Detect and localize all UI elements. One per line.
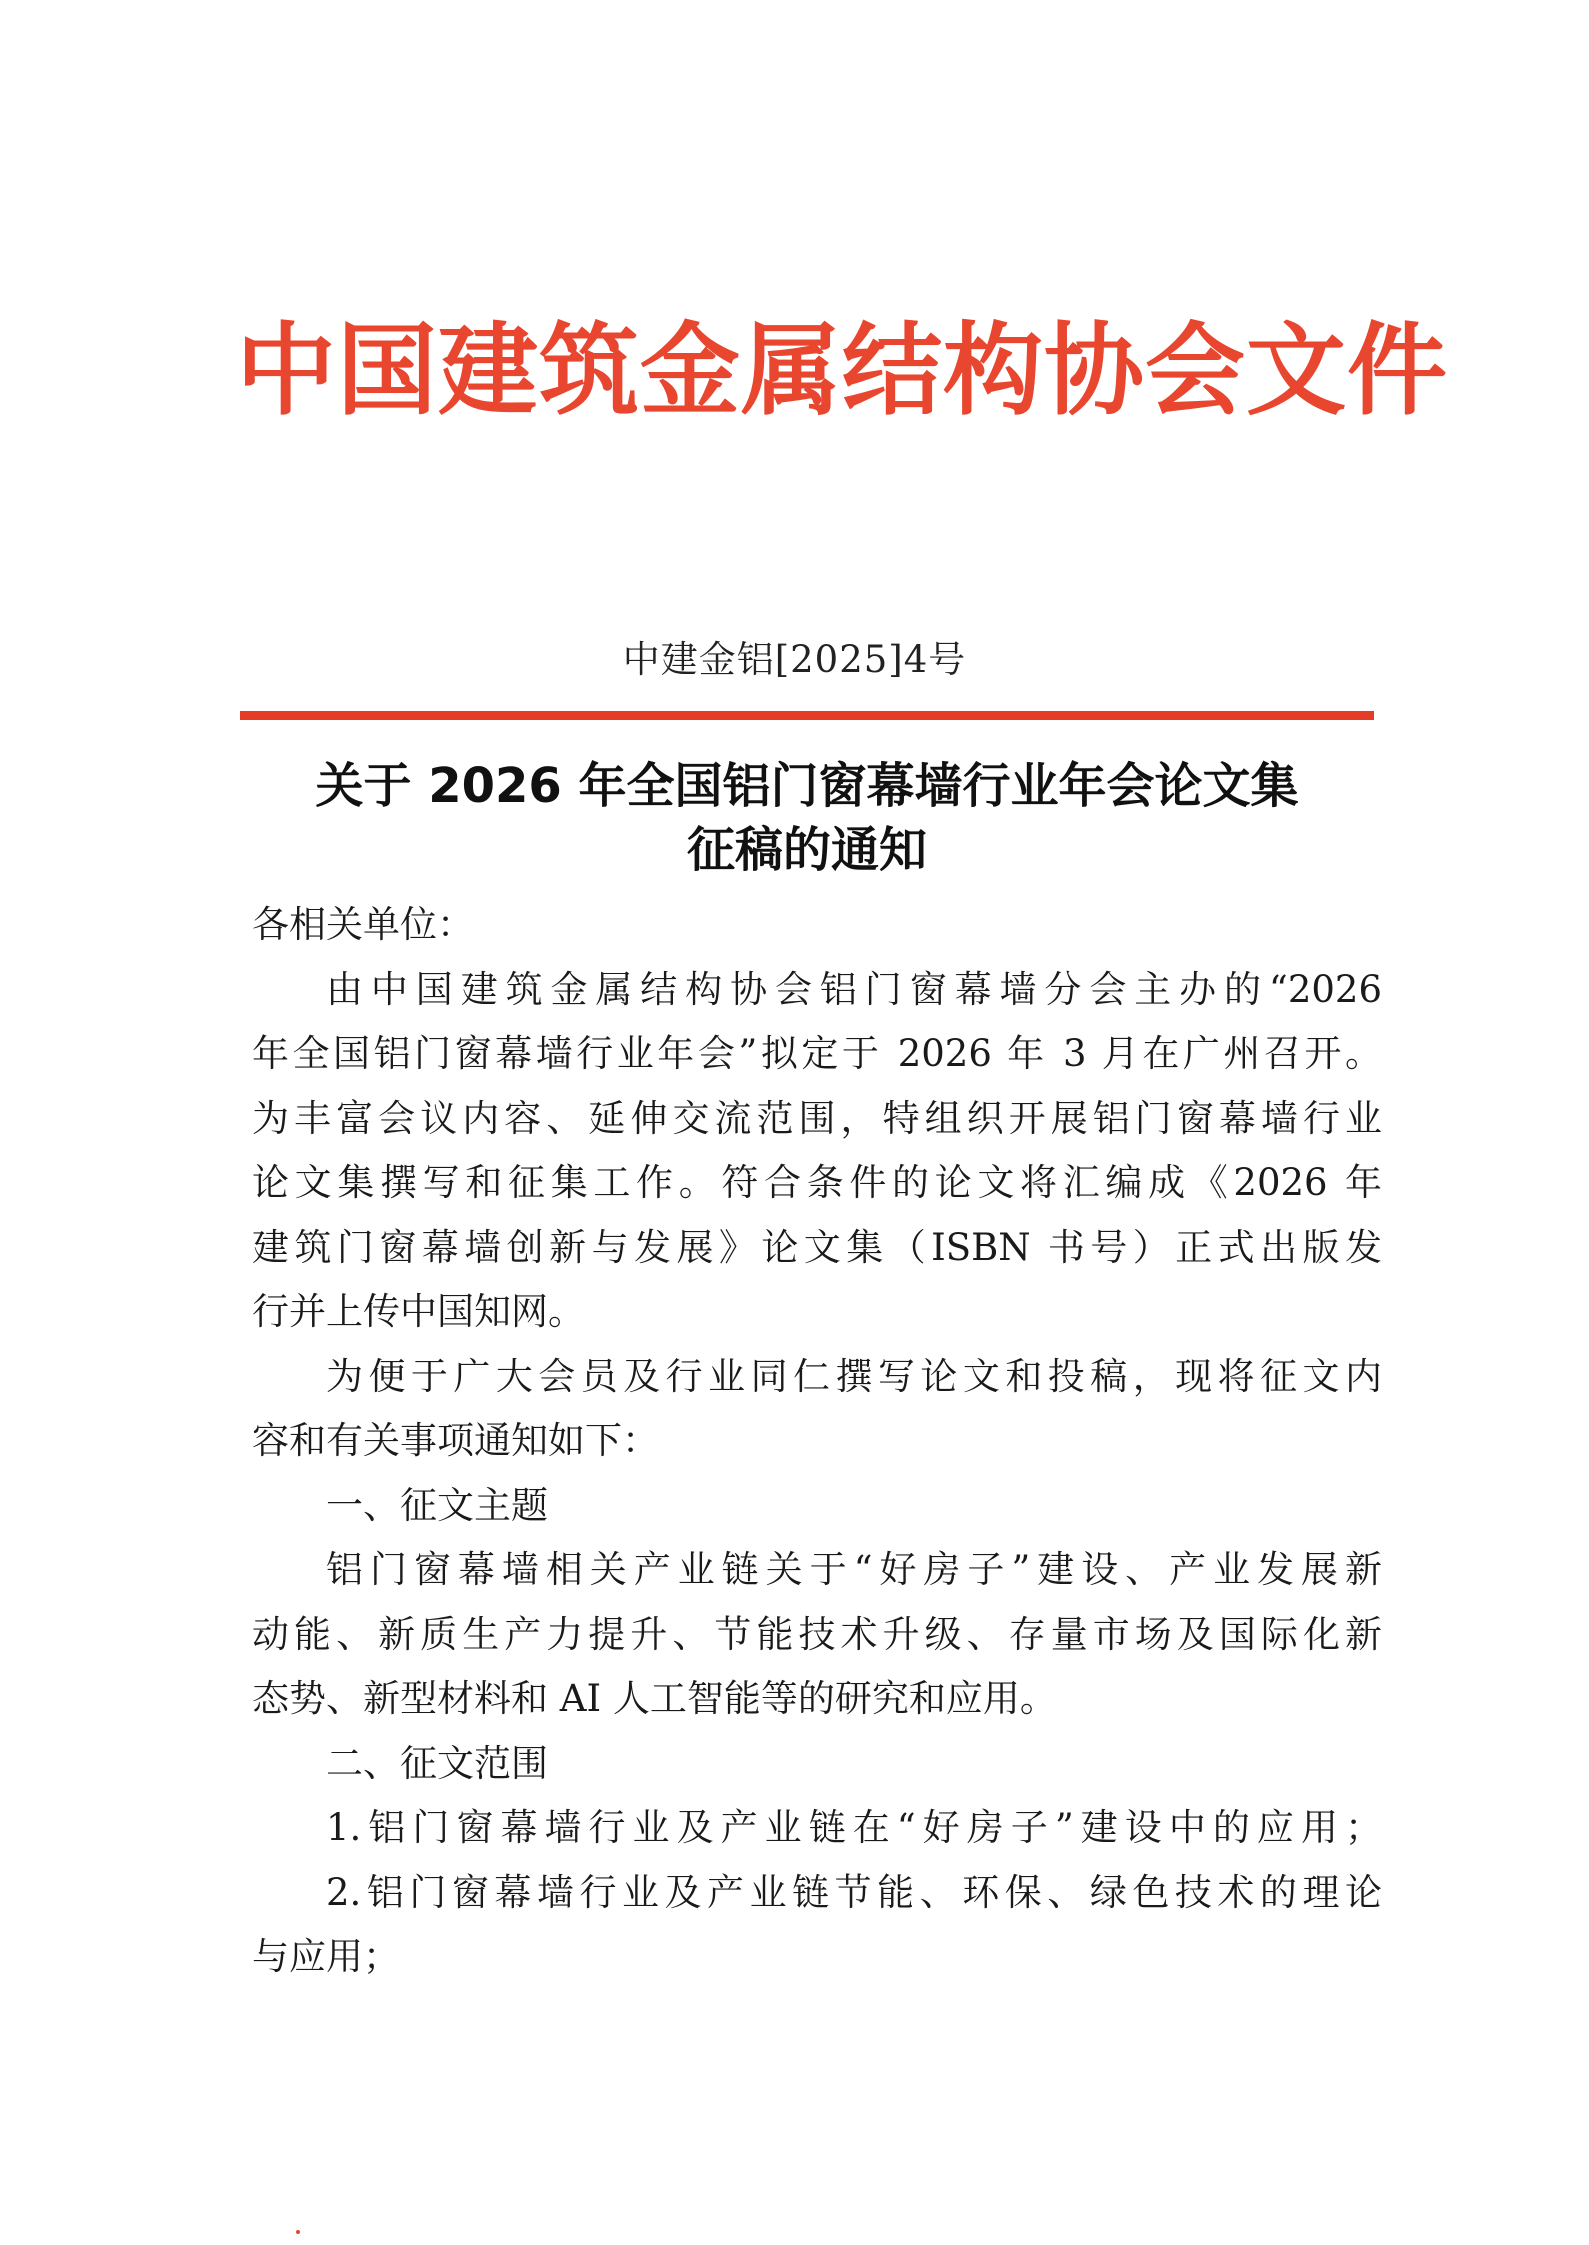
paragraph-1-line: 由中国建筑金属结构协会铝门窗幕墙分会主办的“2026 [326, 967, 1382, 1011]
subject-line-1: 关于 2026 年全国铝门窗幕墙行业年会论文集 [315, 758, 1299, 814]
section-1-heading: 一、征文主题 [326, 1483, 548, 1527]
scope-item-2-line: 与应用； [252, 1935, 400, 1978]
section-1-line: 铝门窗幕墙相关产业链关于“好房子”建设、产业发展新 [326, 1548, 1382, 1591]
document-number: 中建金铝[2025]4号 [622, 638, 967, 681]
paragraph-1-line: 为丰富会议内容、延伸交流范围，特组织开展铝门窗幕墙行业 [252, 1096, 1382, 1140]
org-file-title: 中国建筑金属结构协会文件 [236, 311, 1448, 429]
scope-item-2-line: 2.铝门窗幕墙行业及产业链节能、环保、绿色技术的理论 [326, 1870, 1382, 1914]
scan-mark [296, 2230, 300, 2234]
paragraph-1-line: 建筑门窗幕墙创新与发展》论文集（ISBN 书号）正式出版发 [252, 1225, 1382, 1269]
notice-body [252, 893, 1382, 1990]
paragraph-1-line: 行并上传中国知网。 [252, 1290, 585, 1333]
section-1-line: 动能、新质生产力提升、节能技术升级、存量市场及国际化新 [252, 1612, 1382, 1656]
salutation: 各相关单位： [252, 903, 474, 946]
subject-line-2: 征稿的通知 [686, 822, 927, 878]
paragraph-1-line: 论文集撰写和征集工作。符合条件的论文将汇编成《2026 年 [252, 1161, 1382, 1204]
scope-item-1: 1.铝门窗幕墙行业及产业链在“好房子”建设中的应用； [326, 1806, 1382, 1849]
paragraph-1-line: 年全国铝门窗幕墙行业年会”拟定于 2026 年 3 月在广州召开。 [252, 1032, 1382, 1075]
section-2-heading: 二、征文范围 [326, 1741, 548, 1785]
paragraph-2-line: 容和有关事项通知如下： [252, 1419, 659, 1462]
red-divider-line [240, 711, 1374, 720]
notice-subject [240, 754, 1374, 882]
section-1-line: 态势、新型材料和 AI 人工智能等的研究和应用。 [252, 1677, 1057, 1720]
paragraph-2-line: 为便于广大会员及行业同仁撰写论文和投稿，现将征文内 [326, 1354, 1382, 1398]
